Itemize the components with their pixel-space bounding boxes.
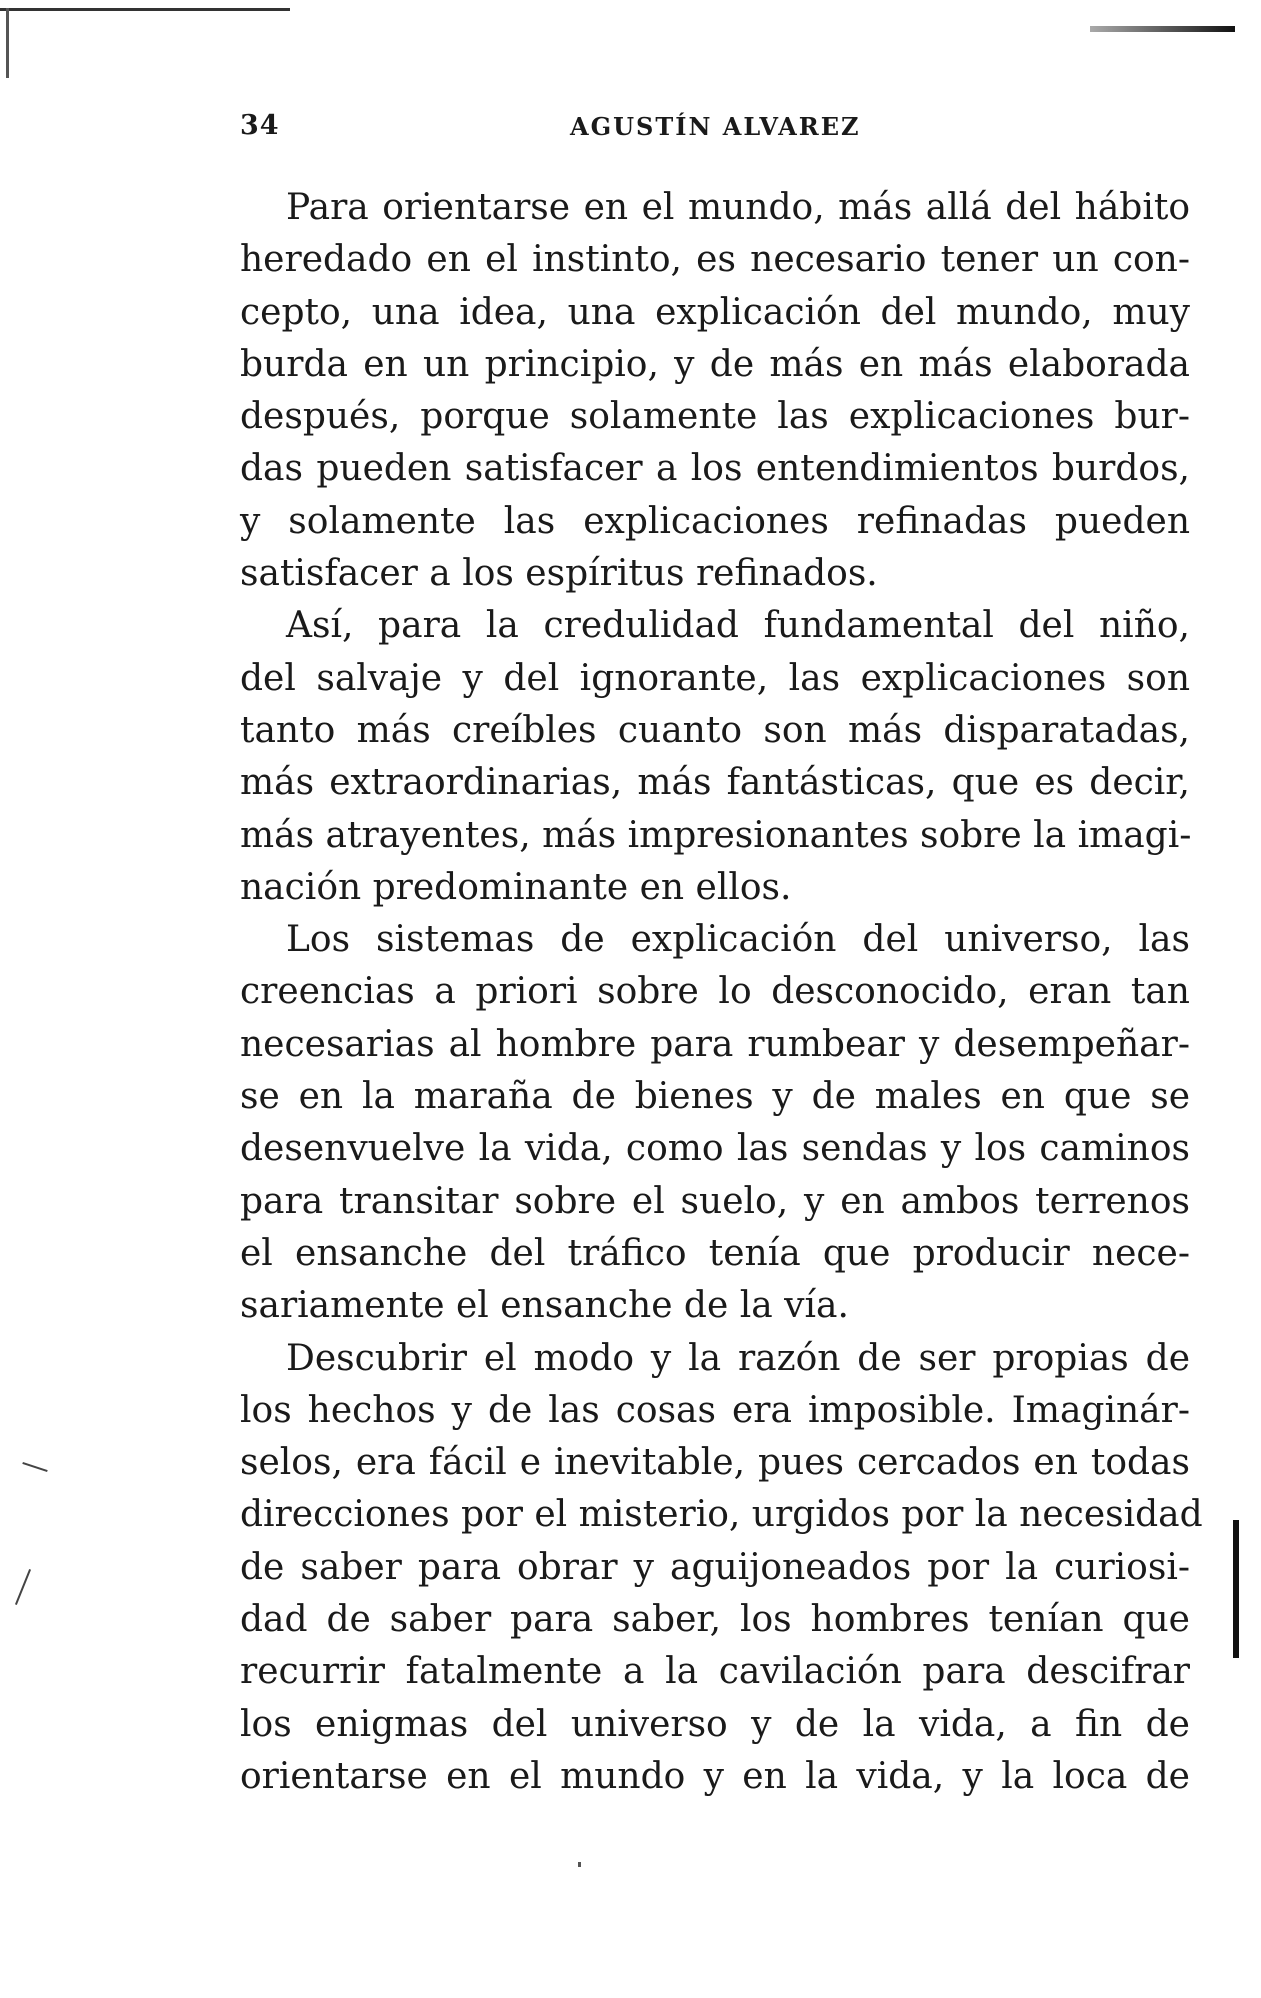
text-line: del salvaje y del ignorante, las explicaciones son: [240, 657, 1190, 699]
text-line: burda en un principio, y de más en más elaborada: [240, 343, 1190, 385]
text-line: heredado en el instinto, es necesario tener un con-: [240, 239, 1190, 281]
text-line: desenvuelve la vida, como las sendas y los caminos: [240, 1128, 1190, 1170]
margin-ink-mark: [1233, 1520, 1239, 1658]
page-header: [240, 110, 1190, 150]
text-line: nación predominante en ellos.: [240, 866, 792, 908]
text-line: creencias a priori sobre lo desconocido, eran tan: [240, 971, 1190, 1013]
text-line: satisfacer a los espíritus refinados.: [240, 553, 878, 595]
ink-speck: [578, 1862, 581, 1867]
scan-edge-artifact: [0, 8, 290, 11]
page-number: 34: [240, 110, 280, 141]
text-line: recurrir fatalmente a la cavilación para descifrar: [240, 1651, 1190, 1693]
text-line: y solamente las explicaciones refinadas pueden: [240, 500, 1190, 542]
text-line: Para orientarse en el mundo, más allá del hábito: [286, 187, 1190, 228]
scan-edge-artifact: [1090, 26, 1235, 32]
text-line: más atrayentes, más impresionantes sobre la imagi-: [240, 814, 1192, 856]
text-line: necesarias al hombre para rumbear y desempeñar-: [240, 1023, 1190, 1065]
text-line: de saber para obrar y aguijoneados por la curiosi-: [240, 1546, 1190, 1588]
text-line: para transitar sobre el suelo, y en ambos terrenos: [240, 1180, 1190, 1222]
text-line: sariamente el ensanche de la vía.: [240, 1285, 849, 1327]
margin-pencil-mark: [15, 1569, 31, 1605]
text-line: los enigmas del universo y de la vida, a fin de: [240, 1703, 1190, 1745]
text-line: Los sistemas de explicación del universo, las: [286, 919, 1190, 961]
text-line: Así, para la credulidad fundamental del niño,: [286, 605, 1190, 647]
text-line: selos, era fácil e inevitable, pues cercados en todas: [240, 1442, 1190, 1484]
text-line: dad de saber para saber, los hombres tenían que: [240, 1599, 1190, 1641]
text-line: el ensanche del tráfico tenía que producir nece-: [240, 1232, 1190, 1274]
body-text: [240, 182, 1203, 1803]
text-line: los hechos y de las cosas era imposible. Imaginár-: [240, 1389, 1190, 1431]
text-line: tanto más creíbles cuanto son más disparatadas,: [240, 709, 1190, 751]
text-line: orientarse en el mundo y en la vida, y la loca de: [240, 1755, 1190, 1797]
running-head: AGUSTÍN ALVAREZ: [570, 112, 861, 141]
text-line: después, porque solamente las explicaciones bur-: [240, 396, 1190, 438]
text-line: direcciones por el misterio, urgidos por la necesidad: [240, 1494, 1203, 1536]
text-line: das pueden satisfacer a los entendimientos burdos,: [240, 448, 1190, 490]
margin-pencil-mark: [22, 1462, 47, 1472]
text-line: se en la maraña de bienes y de males en que se: [240, 1076, 1190, 1118]
text-line: cepto, una idea, una explicación del mundo, muy: [240, 291, 1190, 333]
text-line: más extraordinarias, más fantásticas, que es decir,: [240, 762, 1190, 804]
scan-edge-artifact: [6, 8, 9, 78]
text-line: Descubrir el modo y la razón de ser propias de: [286, 1337, 1190, 1379]
